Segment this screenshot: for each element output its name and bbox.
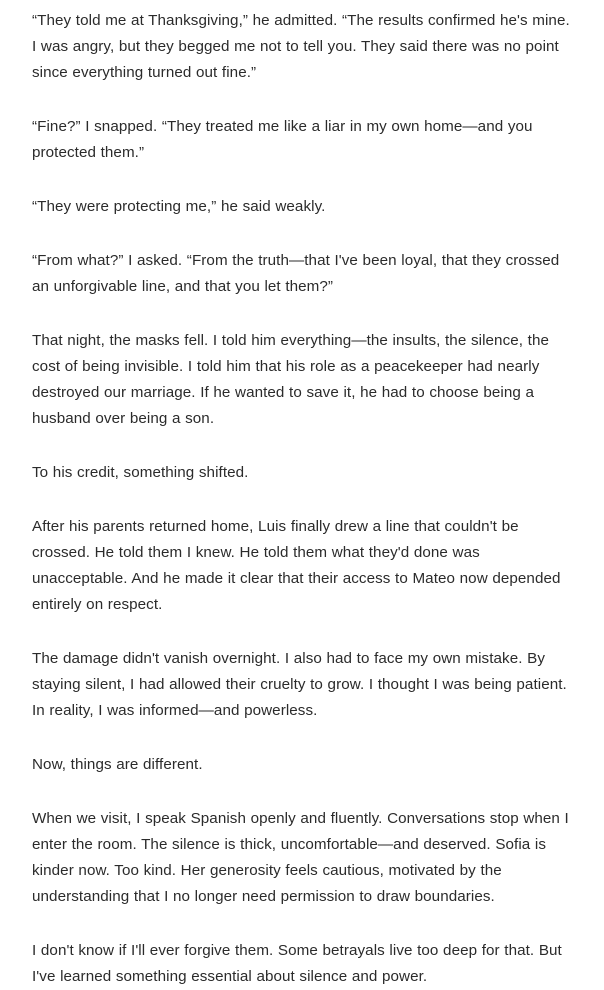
- paragraph: When we visit, I speak Spanish openly and fluently. Conversations stop when I enter the room. The silence is thick, uncomfortable—and deserved. Sofia is kinder now. Too kind. Her generosity feels cautious, motivated by the understanding that I no longer need permission to draw boundaries.: [32, 810, 569, 905]
- paragraph: To his credit, something shifted.: [32, 464, 249, 481]
- paragraph: “Fine?” I snapped. “They treated me like a liar in my own home—and you protected them.”: [32, 118, 533, 161]
- paragraph: “From what?” I asked. “From the truth—that I've been loyal, that they crossed an unforgivable line, and that you let them?”: [32, 252, 560, 295]
- paragraph: I don't know if I'll ever forgive them. Some betrayals live too deep for that. But I've learned something essential about silence and power.: [32, 942, 562, 985]
- paragraph: Now, things are different.: [32, 756, 203, 773]
- paragraph: “They were protecting me,” he said weakly.: [32, 198, 326, 215]
- paragraph: After his parents returned home, Luis finally drew a line that couldn't be crossed. He told them I knew. He told them what they'd done was unacceptable. And he made it clear that their access to Mateo now depended entirely on respect.: [32, 518, 561, 613]
- paragraph: “They told me at Thanksgiving,” he admitted. “The results confirmed he's mine. I was angry, but they begged me not to tell you. They said there was no point since everything turned out fine.”: [32, 12, 570, 81]
- paragraph: The damage didn't vanish overnight. I also had to face my own mistake. By staying silent, I had allowed their cruelty to grow. I thought I was being patient. In reality, I was informed—and powerless.: [32, 650, 567, 719]
- paragraph: That night, the masks fell. I told him everything—the insults, the silence, the cost of being invisible. I told him that his role as a peacekeeper had nearly destroyed our marriage. If he wanted to save it, he had to choose being a husband over being a son.: [32, 332, 549, 427]
